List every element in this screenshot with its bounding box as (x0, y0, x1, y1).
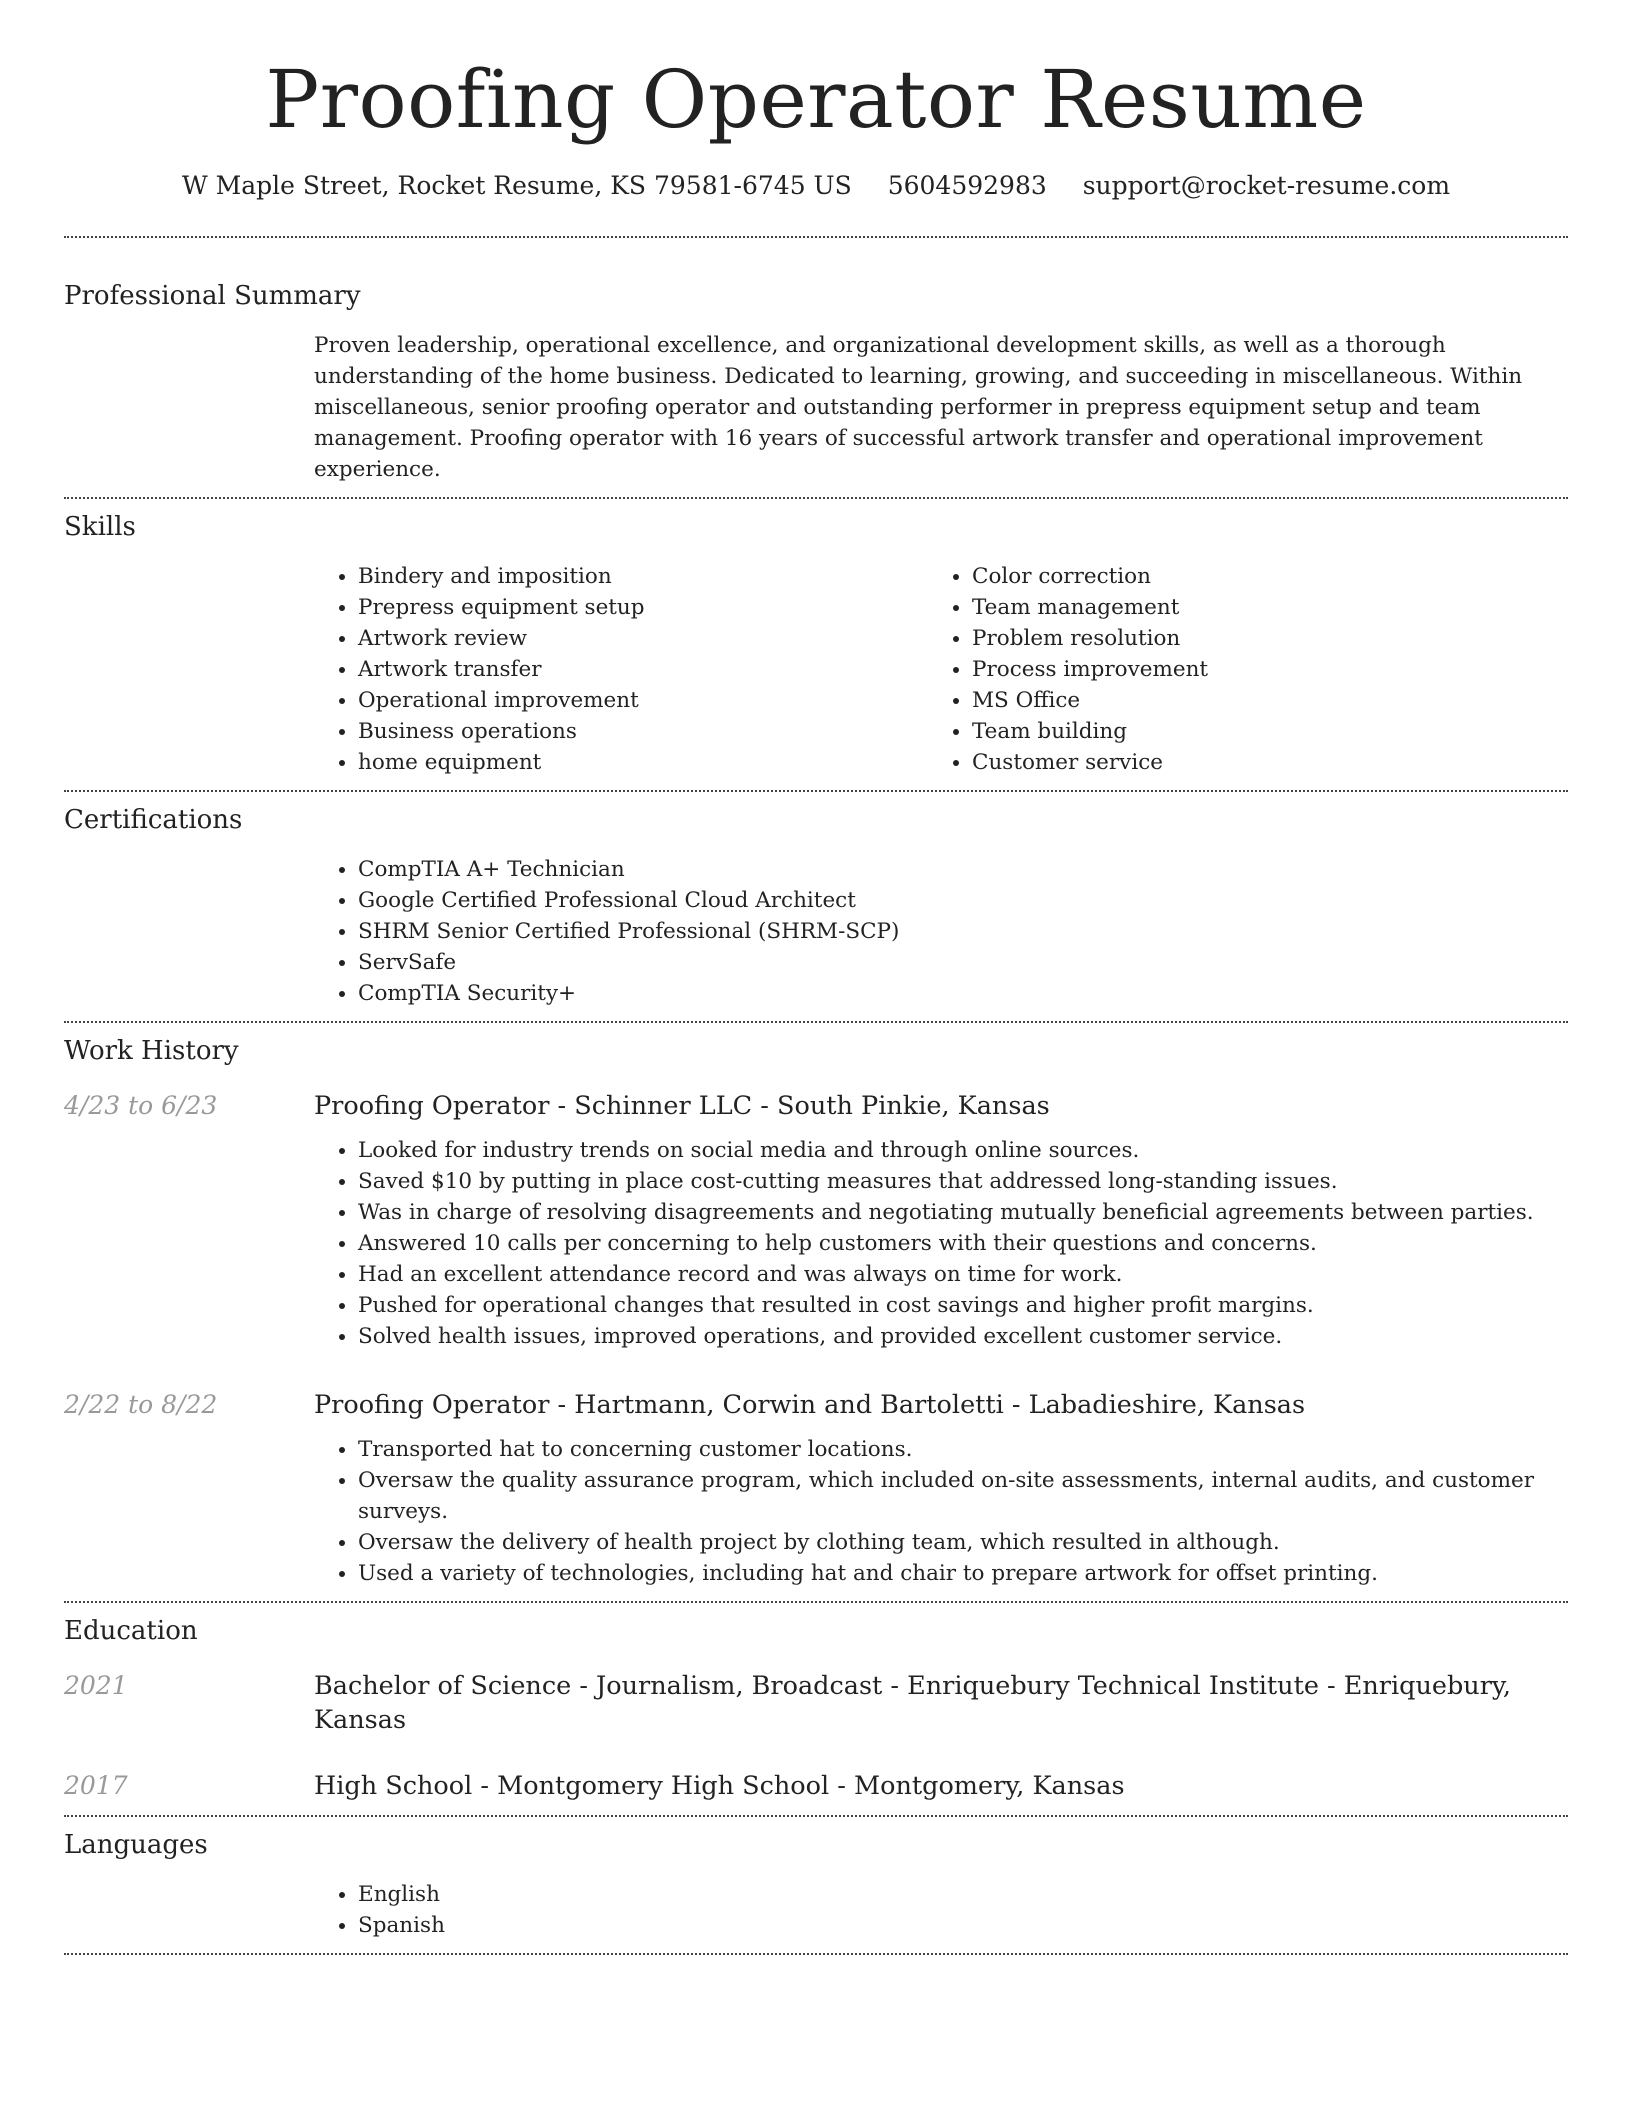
skill-item: • Operational improvement (358, 685, 928, 716)
skill-item: • Problem resolution (972, 623, 1542, 654)
education-entry (64, 1769, 1568, 1803)
skill-item: • Business operations (358, 716, 928, 747)
section-heading: Certifications (64, 805, 243, 835)
job-bullet: • Used a variety of technologies, including hat and chair to prepare artwork for offset printing. (358, 1558, 1568, 1589)
job-bullet: • Saved $10 by putting in place cost-cutting measures that addressed long-standing issues. (358, 1166, 1568, 1197)
certification-item: • ServSafe (358, 947, 1568, 978)
education-section (64, 1603, 1568, 1815)
certifications-section (64, 792, 1568, 1021)
skills-section (64, 499, 1568, 790)
job-bullet: • Transported hat to concerning customer locations. (358, 1434, 1568, 1465)
job-title: Proofing Operator - Schinner LLC - South Pinkie, Kansas (314, 1091, 1050, 1121)
skill-item: • Bindery and imposition (358, 561, 928, 592)
skill-item: • Prepress equipment setup (358, 592, 928, 623)
skill-item: • Team management (972, 592, 1542, 623)
section-heading: Work History (64, 1036, 239, 1066)
skills-columns (314, 561, 1568, 778)
certifications-list (314, 854, 1568, 1009)
skills-column-right (928, 561, 1542, 778)
skill-item: • Artwork review (358, 623, 928, 654)
job-entry (64, 1089, 1568, 1352)
job-bullet: • Oversaw the quality assurance program, which included on-site assessments, internal audits, and customer surveys. (358, 1465, 1568, 1527)
skill-item: • Team building (972, 716, 1542, 747)
section-heading: Skills (64, 512, 136, 542)
summary-text: Proven leadership, operational excellence, and organizational development skills, as well as a thorough understanding of the home business. Dedicated to learning, growing, and succeeding in miscellaneous. Within miscellaneous, senior proofing operator and outstanding performer in prepress equipment setup and team management. Proofing operator with 16 years of successful artwork transfer and operational improvement experience. (314, 333, 1523, 482)
education-entry (64, 1669, 1568, 1737)
skill-item: • home equipment (358, 747, 928, 778)
certification-item: • CompTIA A+ Technician (358, 854, 1568, 885)
job-bullet: • Was in charge of resolving disagreements and negotiating mutually beneficial agreements between parties. (358, 1197, 1568, 1228)
education-details: High School - Montgomery High School - Montgomery, Kansas (314, 1771, 1125, 1801)
resume-title: Proofing Operator Resume (265, 53, 1367, 146)
job-bullet: • Oversaw the delivery of health project by clothing team, which resulted in although. (358, 1527, 1568, 1558)
certification-item: • Google Certified Professional Cloud Architect (358, 885, 1568, 916)
section-heading: Education (64, 1616, 198, 1646)
job-bullet: • Answered 10 calls per concerning to help customers with their questions and concerns. (358, 1228, 1568, 1259)
section-divider (64, 1953, 1568, 1955)
certification-item: • SHRM Senior Certified Professional (SHRM-SCP) (358, 916, 1568, 947)
job-details (314, 1089, 1568, 1352)
section-heading: Languages (64, 1830, 208, 1860)
job-bullet: • Pushed for operational changes that resulted in cost savings and higher profit margins. (358, 1290, 1568, 1321)
skill-item: • Process improvement (972, 654, 1542, 685)
language-item: • Spanish (358, 1910, 1568, 1941)
skills-column-left (314, 561, 928, 778)
contact-line (64, 170, 1568, 202)
job-details (314, 1388, 1568, 1589)
job-bullet: • Had an excellent attendance record and was always on time for work. (358, 1259, 1568, 1290)
contact-address: W Maple Street, Rocket Resume, KS 79581-6745 US (181, 171, 852, 200)
languages-list (314, 1879, 1568, 1941)
professional-summary-section (64, 238, 1568, 497)
section-heading: Professional Summary (64, 281, 361, 311)
job-bullet: • Looked for industry trends on social media and through online sources. (358, 1135, 1568, 1166)
job-entry (64, 1388, 1568, 1589)
skill-item: • Artwork transfer (358, 654, 928, 685)
job-title: Proofing Operator - Hartmann, Corwin and Bartoletti - Labadieshire, Kansas (314, 1390, 1306, 1420)
work-history-section (64, 1023, 1568, 1601)
contact-phone: 5604592983 (887, 171, 1047, 200)
certification-item: • CompTIA Security+ (358, 978, 1568, 1009)
skill-item: • Color correction (972, 561, 1542, 592)
job-bullet: • Solved health issues, improved operations, and provided excellent customer service. (358, 1321, 1568, 1352)
contact-email: support@rocket-resume.com (1082, 171, 1451, 200)
education-details: Bachelor of Science - Journalism, Broadcast - Enriquebury Technical Institute - Enriquebury, Kansas (314, 1671, 1512, 1735)
education-year: 2021 (64, 1671, 128, 1700)
job-dates: 4/23 to 6/23 (64, 1091, 218, 1120)
education-year: 2017 (64, 1771, 128, 1800)
skill-item: • Customer service (972, 747, 1542, 778)
language-item: • English (358, 1879, 1568, 1910)
job-dates: 2/22 to 8/22 (64, 1390, 218, 1419)
skill-item: • MS Office (972, 685, 1542, 716)
languages-section (64, 1817, 1568, 1953)
